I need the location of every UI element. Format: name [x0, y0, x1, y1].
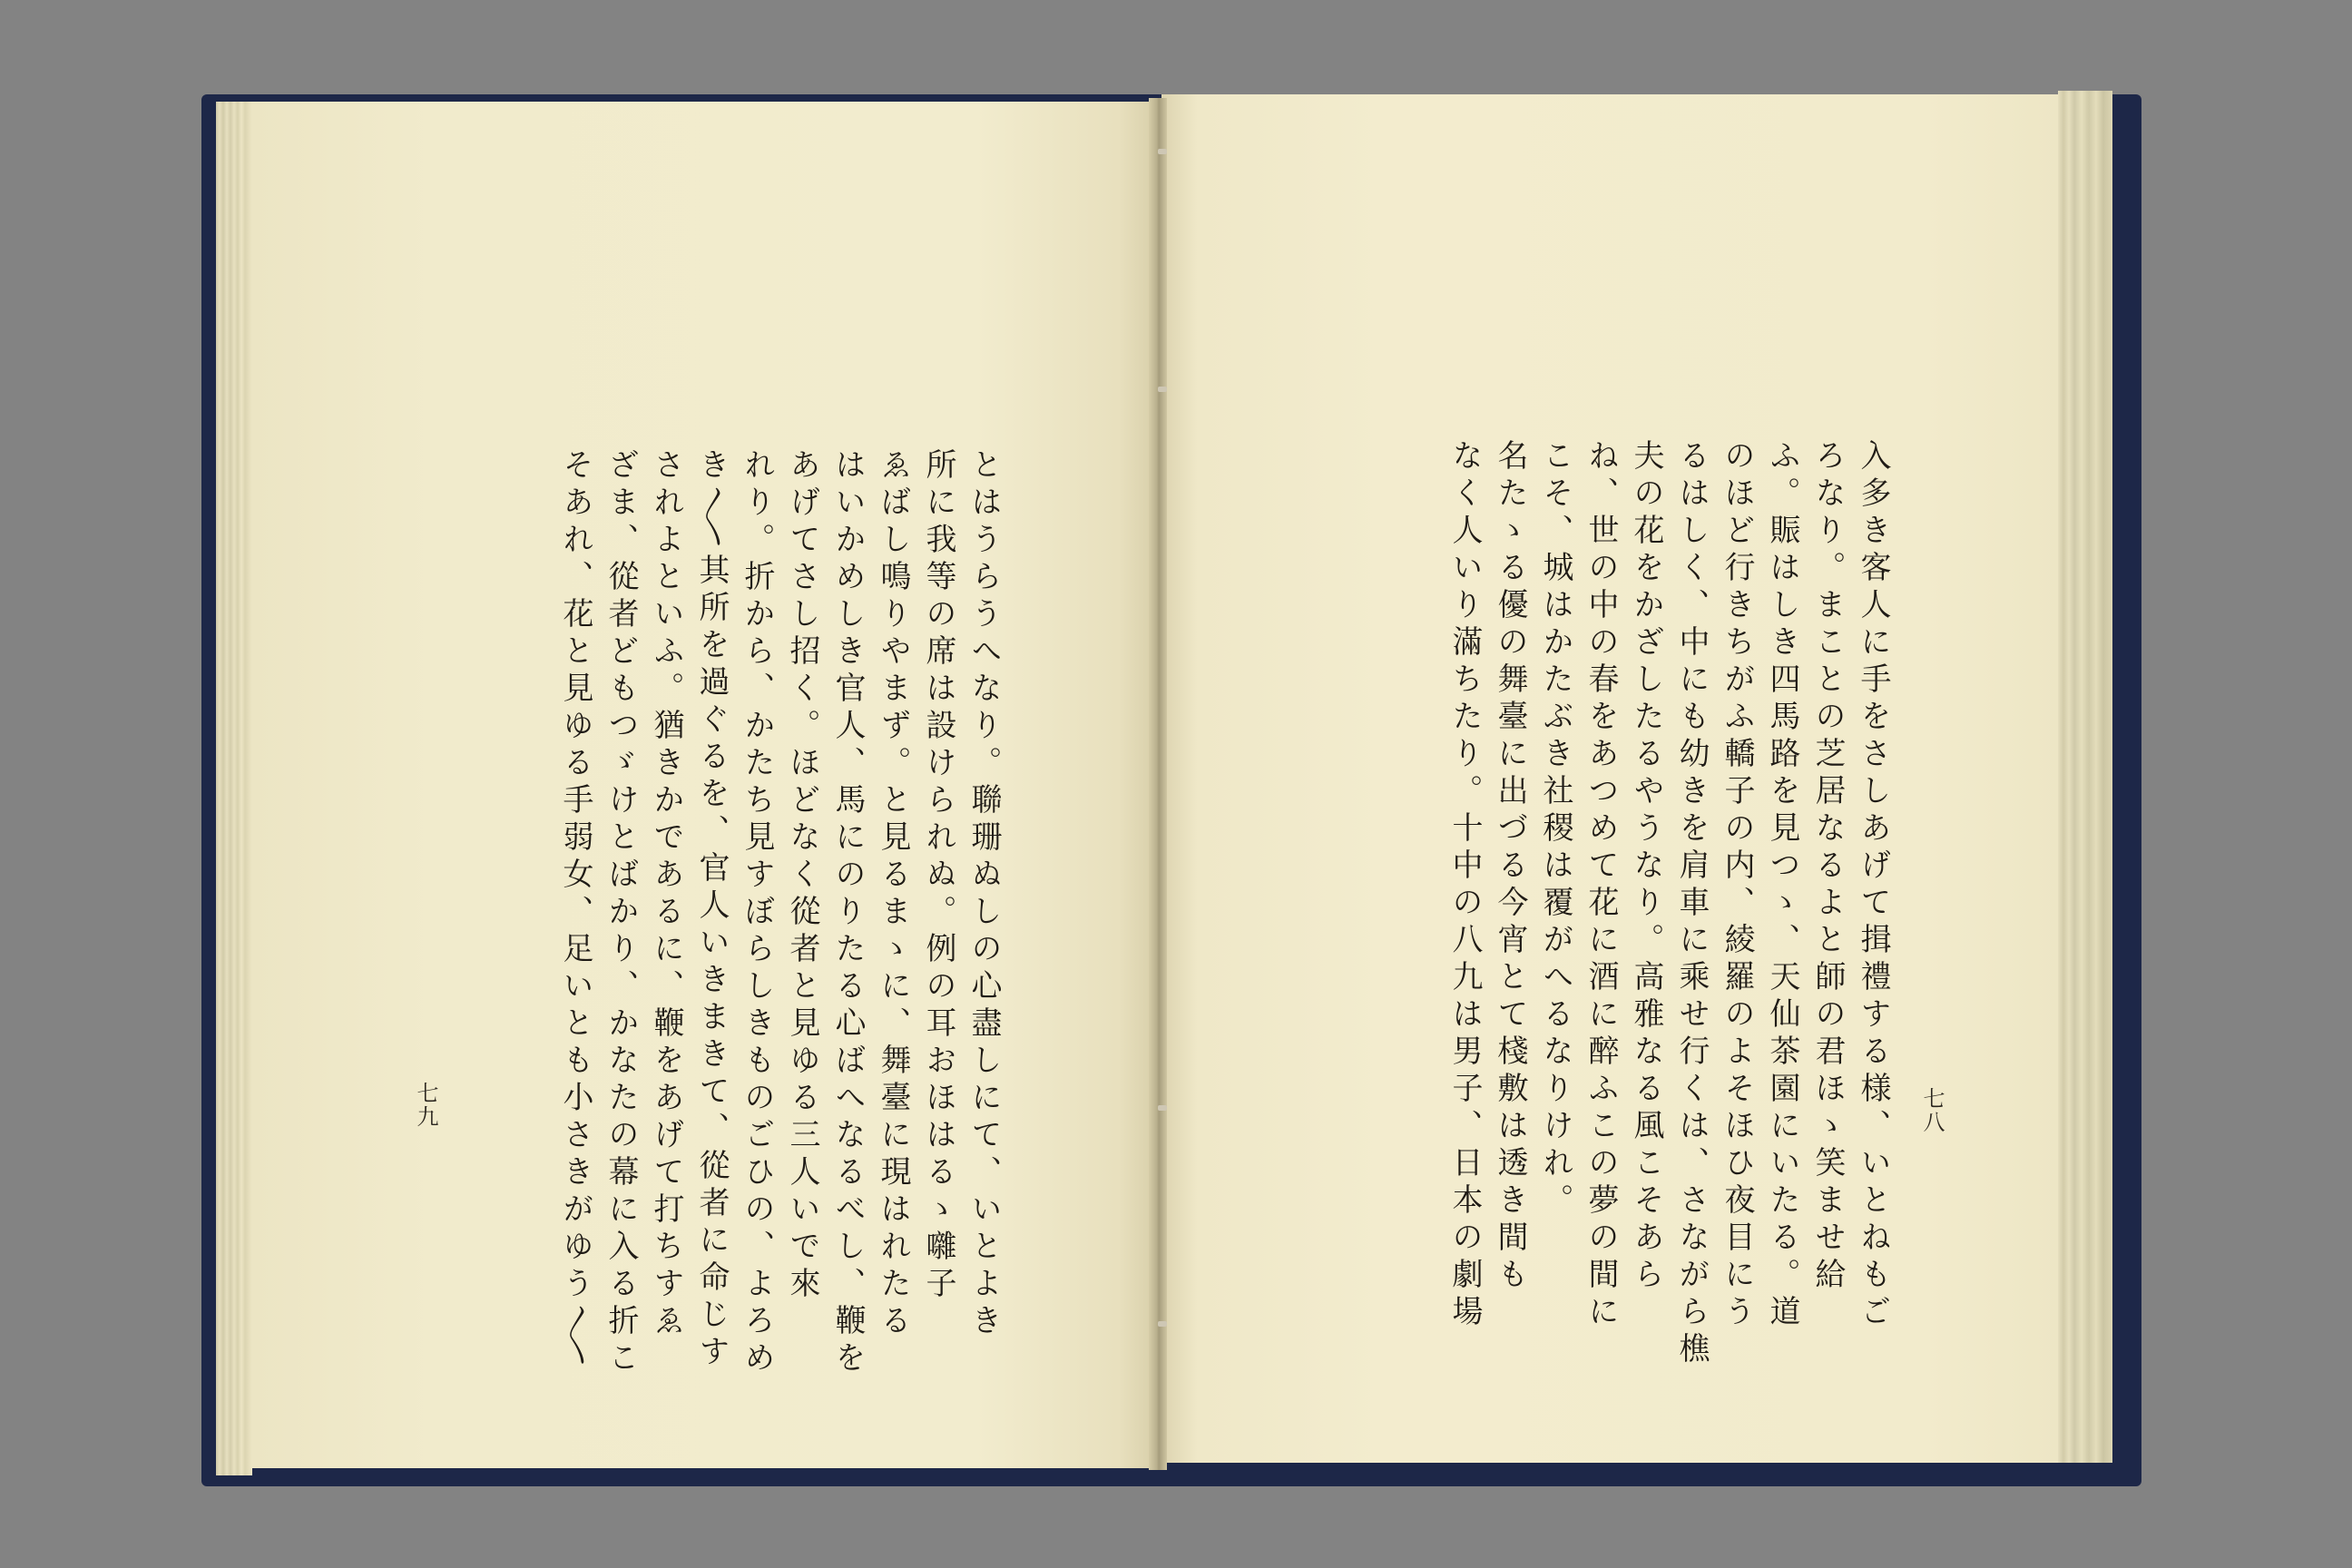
left-text-column: とはうらうへなり。聯珊ぬしの心盡しにて、いとよき — [965, 448, 1002, 1341]
right-page-edges — [2058, 91, 2112, 1463]
binding-thread — [1158, 149, 1167, 154]
binding-thread — [1158, 387, 1167, 392]
left-text-column: はいかめしき官人、馬にのりたる心ばへなるべし、鞭を — [829, 448, 866, 1378]
left-text-column: き〱其所を過ぐるを、官人いきまきて、從者に命じす — [693, 448, 730, 1372]
right-page-number: 七八 — [1919, 1087, 1945, 1134]
right-text-column: 夫の花をかざしたるやうなり。高雅なる風こそあら — [1628, 439, 1664, 1295]
left-text-column: そあれ、花と見ゆる手弱女、足いとも小さきがゆう〱 — [557, 448, 593, 1372]
book-gutter — [1149, 98, 1167, 1470]
left-page-edges — [216, 102, 252, 1475]
left-text-column: 所に我等の席は設けられぬ。例の耳おほはるゝ囃子 — [920, 448, 956, 1304]
right-text-column: のほど行きちがふ轎子の内、綾羅のよそほひ夜目にう — [1719, 439, 1755, 1332]
left-text-column: されよといふ。猶きかであるに、鞭をあげて打ちすゑ — [648, 448, 684, 1341]
left-page — [252, 102, 1154, 1468]
right-text-column: こそ、城はかたぶき社稷は覆がへるなりけれ。 — [1537, 439, 1573, 1220]
right-text-column: ふ。賑はしき四馬路を見つゝ、天仙茶園にいたる。道 — [1764, 439, 1800, 1332]
right-text-column: るはしく、中にも幼きを肩車に乘せ行くは、さながら樵 — [1673, 439, 1710, 1369]
right-text-column: なく人いり滿ちたり。十中の八九は男子、日本の劇場 — [1446, 439, 1483, 1332]
right-text-column: 入多き客人に手をさしあげて揖禮する様、いとねもご — [1855, 439, 1891, 1332]
right-text-column: 名たゝる優の舞臺に出づる今宵とて棧敷は透き間も — [1492, 439, 1528, 1295]
left-page-number: 七九 — [413, 1082, 438, 1129]
left-text-column: ざま、從者どもつゞけとばかり、かなたの幕に入る折こ — [603, 448, 639, 1378]
left-text-column: ゑばし鳴りやまず。と見るまゝに、舞臺に現はれたる — [875, 448, 911, 1341]
binding-thread — [1158, 1321, 1167, 1327]
binding-thread — [1158, 1105, 1167, 1111]
right-page — [1161, 94, 2058, 1463]
left-text-column: れり。折から、かたち見すぼらしきものごひの、よろめ — [739, 448, 775, 1378]
left-text-column: あげてさし招く。ほどなく從者と見ゆる三人いで來 — [784, 448, 820, 1304]
right-text-column: ね、世の中の春をあつめて花に酒に醉ふこの夢の間に — [1583, 439, 1619, 1332]
right-text-column: ろなり。まことの芝居なるよと師の君ほゝ笑ませ給 — [1809, 439, 1846, 1295]
